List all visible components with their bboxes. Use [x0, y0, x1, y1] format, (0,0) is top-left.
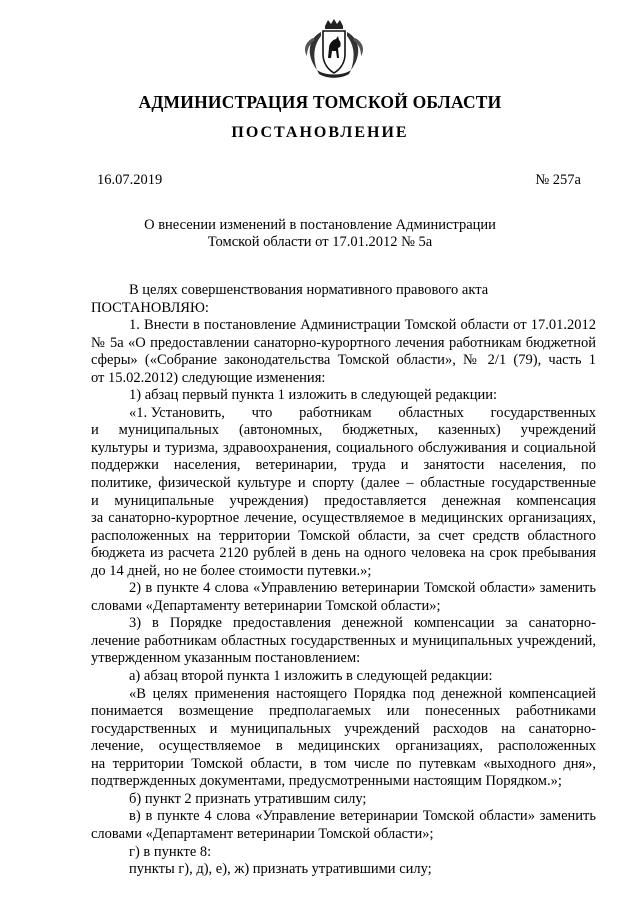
- word: организациях,: [395, 738, 483, 755]
- body-line: понимается возмещение предполагаемых или понесенных работниками: [91, 703, 596, 720]
- body-line: сферы» («Собрание законодательства Томской области», № 2/1 (79), часть 1: [91, 352, 596, 369]
- document-number: № 257а: [535, 172, 581, 188]
- body-line-spread: [91, 493, 596, 511]
- body-line: политике, физической культуре и спорту (далее – областные государственные: [91, 475, 596, 492]
- word: лечение,: [91, 738, 144, 755]
- word: денежная: [441, 492, 501, 509]
- body-line: 1. Внести в постановление Администрации Томской области от 17.01.2012: [129, 317, 596, 334]
- body-line: ПОСТАНОВЛЯЮ:: [91, 299, 209, 316]
- document-body: [91, 282, 596, 879]
- body-line: до 14 дней, но не более стоимости путевки.»;: [91, 562, 372, 579]
- body-line: словами «Департаменту ветеринарии Томской области»;: [91, 597, 441, 614]
- body-line: «В целях применения настоящего Порядка под денежной компенсацией: [129, 685, 596, 702]
- body-line: словами «Департамент ветеринарии Томской области»;: [91, 825, 434, 842]
- body-line: пункты г), д), е), ж) признать утратившими силу;: [129, 861, 432, 878]
- organization-title: АДМИНИСТРАЦИЯ ТОМСКОЙ ОБЛАСТИ: [138, 92, 502, 112]
- body-line: лечение работникам областных государственных и муниципальных учреждений,: [91, 632, 596, 649]
- body-line: утвержденном указанным постановлением:: [91, 650, 361, 667]
- word: компенсация: [516, 492, 596, 509]
- body-line: 2) в пункте 4 слова «Управлению ветеринарии Томской области» заменить: [129, 580, 596, 597]
- body-line: за санаторно-курортное лечение, осуществляемое в медицинских организациях,: [91, 510, 596, 527]
- tomsk-oblast-coat-of-arms-icon: [295, 18, 373, 80]
- word: расположенных: [498, 738, 596, 755]
- subject-line: О внесении изменений в постановление Администрации: [144, 217, 496, 233]
- body-line: г) в пункте 8:: [129, 843, 212, 860]
- body-line: № 5а «О предоставлении санаторно-курортного лечения работникам бюджетной: [91, 334, 596, 351]
- word: и: [91, 492, 99, 509]
- word: областных: [398, 404, 464, 421]
- word: учреждения): [229, 492, 309, 509]
- word: медицинских: [297, 738, 381, 755]
- document-type-title: ПОСТАНОВЛЕНИЕ: [231, 124, 409, 141]
- body-line: подтвержденных документами, предусмотренными настоящим Порядком.»;: [91, 773, 562, 790]
- body-line: бюджета из расчета 2120 рублей в день на одного человека на срок пребывания: [91, 545, 596, 562]
- body-line: государственных и муниципальных учреждений расходов на санаторно-: [91, 720, 596, 737]
- word: предоставляется: [324, 492, 427, 509]
- document-subject: [0, 217, 640, 251]
- body-line: В целях совершенствования нормативного правового акта: [129, 282, 489, 298]
- word: государственных: [490, 404, 596, 421]
- subject-line: Томской области от 17.01.2012 № 5а: [207, 234, 433, 250]
- word: что: [251, 404, 273, 421]
- body-line: поддержки населения, ветеринарии, труда и занятости населения, по: [91, 457, 596, 474]
- body-line: и муниципальных (автономных, бюджетных, казенных) учреждений: [91, 422, 596, 439]
- word: «1. Установить,: [129, 404, 225, 421]
- document-date: 16.07.2019: [97, 172, 163, 188]
- body-line-spread: [91, 738, 596, 756]
- body-line: культуры и туризма, здравоохранения, социального обслуживания и социальной: [91, 439, 596, 456]
- body-line: на территории Томской области, в том числе по путевкам «выходного дня»,: [91, 755, 596, 772]
- word: работникам: [299, 404, 372, 421]
- body-line: 3) в Порядке предоставления денежной компенсации за санаторно-: [129, 615, 596, 632]
- body-line: б) пункт 2 признать утратившим силу;: [129, 790, 367, 807]
- body-line-spread: [91, 405, 596, 423]
- body-line: в) в пункте 4 слова «Управление ветеринарии Томской области» заменить: [129, 808, 596, 825]
- body-line: от 15.02.2012) следующие изменения:: [91, 369, 326, 386]
- word: муниципальные: [114, 492, 214, 509]
- body-line: 1) абзац первый пункта 1 изложить в следующей редакции:: [129, 387, 498, 404]
- body-line: а) абзац второй пункта 1 изложить в следующей редакции:: [129, 668, 493, 685]
- word: осуществляемое: [158, 738, 261, 755]
- body-line: расположенных на территории Томской области, за счет средств областного: [91, 527, 596, 544]
- word: в: [275, 738, 283, 755]
